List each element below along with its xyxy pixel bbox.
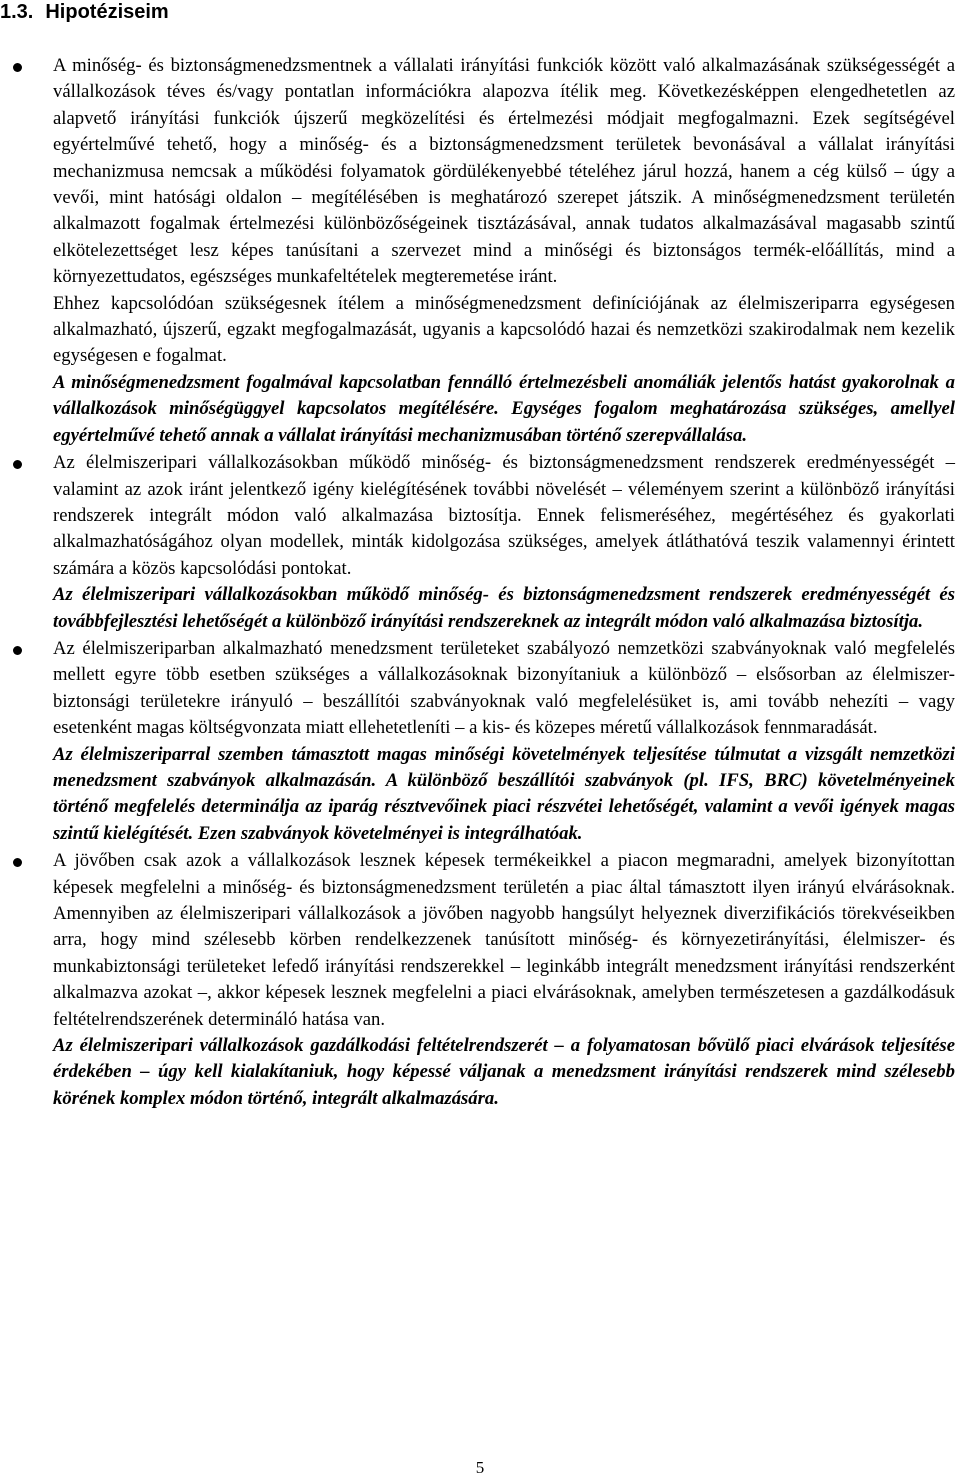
hypothesis-3-statement: Az élelmiszeriparral szemben támasztott magas minőségi követelmények teljesítése túlmutat a vizsgált nemzetközi menedzsment szabványok alkalmazásán. A különböző beszállítói szabványok (pl. IFS, BRC) követelményeinek történő megfelelés determinálja az iparág résztvevőinek piaci részvétei lehetőségét, valamint a vevői igények magas szintű kielégítését. Ezen szabványok követelményei is integrálhatóak.: [53, 743, 955, 844]
hypothesis-3-body: Az élelmiszeriparban alkalmazható menedzsment területeket szabályozó nemzetközi szabványoknak való megfelelés mellett egyre több esetben szükséges a vállalkozásoknak bizonyítaniuk a különböző – elsősorban az élelmiszer-biztonsági területekre irányuló – beszállítói szabványoknak való megfelelésüket is, ami tovább nehezíti – vagy esetenként magas költségvonzata miatt ellehetetleníti – a kis- és közepes méretű vállalkozások fennmaradását.: [53, 637, 955, 739]
section-heading: [0, 0, 169, 24]
hypothesis-item-2: [0, 450, 955, 635]
hypothesis-2-body: Az élelmiszeripari vállalkozásokban működő minőség- és biztonságmenedzsment rendszerek eredményességét – valamint az azok iránt jelentkező igény kielégítésének további növelését – véleményem szerint a különböző irányítási rendszerek integrált módon való alkalmazása biztosítja. Ennek felismeréséhez, megértéséhez és gyakorlati alkalmazhatóságához olyan modellek, minták kidolgozása szükséges, amelyek átláthatóvá teszik valamennyi érintett számára a közös kapcsolódási pontokat.: [53, 452, 955, 579]
hypothesis-list: [0, 53, 960, 1112]
hypothesis-1-body-1: A minőség- és biztonságmenedzsmentnek a vállalati irányítási funkciók között való alkalmazásának szükségességét a vállalkozások téves és/vagy pontatlan információkra alapozva ítélik meg. Következésképpen elengedhetetlen az alapvető irányítási funkciók újszerű megközelítési és értelmezési módjait megfogalmazni. Ezek segítségével egyértelművé tehető, hogy a minőség- és a biztonságmenedzsment területek bevonásával a vállalat irányítási mechanizmusa nemcsak a működési folyamatok gördülékenyebbé tételéhez járul hozzá, hanem a cég külső – úgy a vevői, mint hatósági oldalon – megítélésében is meghatározó szerepet játszik. A minőségmenedzsment területén alkalmazott fogalmak értelmezési különbözőségeinek tisztázásával, annak tudatos alkalmazásával magasabb szintű elkötelezettséget lesz képes tanúsítani a szervezet mind a minőségi és biztonságos termék-előállítás, mind a környezettudatos, egészséges munkafeltételek megteremetése iránt.: [53, 55, 955, 288]
bullet-icon: [13, 63, 22, 72]
bullet-icon: [13, 646, 22, 655]
section-number: 1.3.: [0, 1, 34, 23]
bullet-icon: [13, 460, 22, 469]
hypothesis-1-body-2: Ehhez kapcsolódóan szükségesnek ítélem a minőségmenedzsment definíciójának az élelmiszeriparra egységesen alkalmazható, újszerű, egzakt megfogalmazását, ugyanis a kapcsolódó hazai és nemzetközi szakirodalmak nem kezelik egységesen e fogalmat.: [53, 292, 955, 367]
hypothesis-2-statement: Az élelmiszeripari vállalkozásokban működő minőség- és biztonságmenedzsment rendszerek eredményességét és továbbfejlesztési lehetőségét a különböző irányítási rendszereknek az integrált módon való alkalmazása biztosítja.: [53, 584, 955, 632]
hypothesis-1-statement: A minőségmenedzsment fogalmával kapcsolatban fennálló értelmezésbeli anomáliák jelentős hatást gyakorolnak a vállalkozások minőségüggyel kapcsolatos megítélésére. Egységes fogalom meghatározása szükséges, amellyel egyértelművé tehető annak a vállalat irányítási mechanizmusában történő szerepvállalása.: [53, 371, 955, 446]
hypothesis-item-3: [0, 636, 955, 847]
page-number: 5: [475, 1458, 485, 1477]
hypothesis-item-1: [0, 53, 955, 449]
bullet-icon: [13, 858, 22, 867]
hypothesis-item-4: [0, 848, 955, 1112]
section-title: Hipotéziseim: [45, 1, 169, 23]
hypothesis-4-body: A jövőben csak azok a vállalkozások lesznek képesek termékeikkel a piacon megmaradni, amelyek bizonyítottan képesek megfelelni a minőség- és biztonságmenedzsment területén a piac által támasztott ilyen irányú elvárásoknak. Amennyiben az élelmiszeripari vállalkozások a jövőben nagyobb hangsúlyt helyeznek diverzifikációs törekvéseikben arra, hogy mind szélesebb körben rendelkezzenek tanúsított minőség- és környezetirányítási, élelmiszer- és munkabiztonsági területeket lefedő irányítási rendszerekkel – leginkább integrált menedzsment irányítási rendszerként alkalmazva azokat –, akkor képesek lesznek megfelelni a piaci elvárásoknak, amelyben természetesen a gazdálkodásuk feltételrendszerének determináló hatása van.: [53, 850, 955, 1030]
hypothesis-4-statement: Az élelmiszeripari vállalkozások gazdálkodási feltételrendszerét – a folyamatosan bővülő piaci elvárások teljesítése érdekében – úgy kell kialakítaniuk, hogy képessé váljanak a menedzsment irányítási rendszerek mind szélesebb körének komplex módon történő, integrált alkalmazására.: [53, 1035, 955, 1109]
